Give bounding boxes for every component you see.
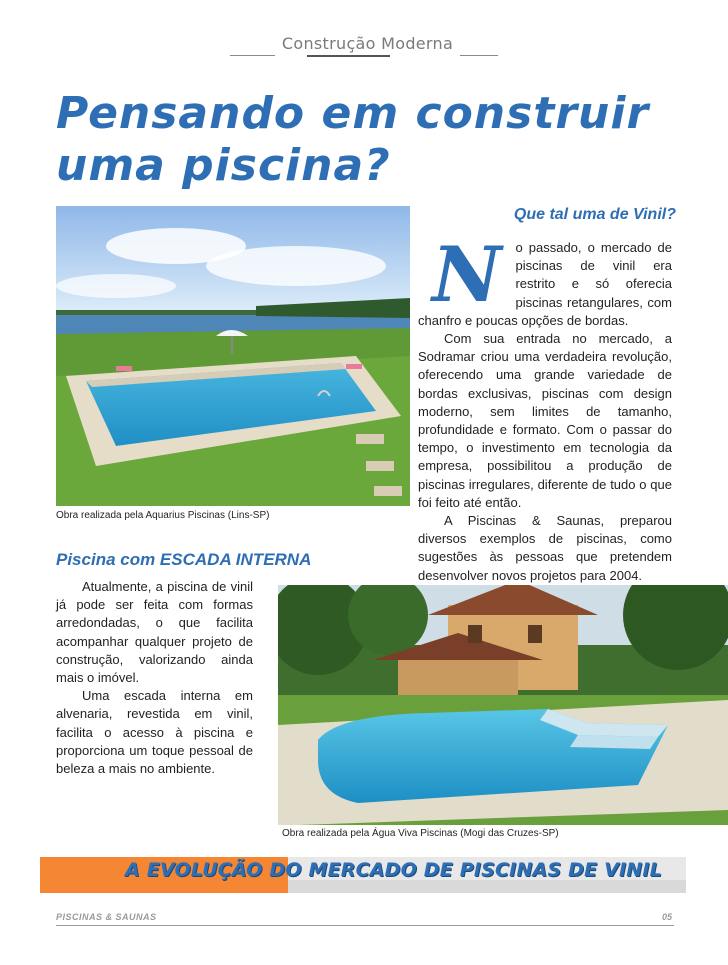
header-underline bbox=[307, 55, 390, 57]
paragraph: A Piscinas & Saunas, preparou diversos exemplos de piscinas, como sugestões às pessoas que pretendem desenvolver novos projetos para 2004. bbox=[418, 513, 672, 583]
paragraph: Uma escada interna em alvenaria, revestida em vinil, facilita o acesso à piscina e proporciona um toque pessoal de beleza a mais no ambiente. bbox=[56, 688, 253, 777]
footer-rule bbox=[56, 925, 674, 926]
headline-line-2: uma piscina? bbox=[56, 140, 391, 191]
article-left-column bbox=[56, 578, 253, 778]
photo-caption-aquarius: Obra realizada pela Aquarius Piscinas (Lins-SP) bbox=[56, 510, 270, 521]
header-rule-right bbox=[460, 55, 498, 56]
pool-photo-aquarius bbox=[56, 206, 410, 506]
subtitle-vinil: Que tal uma de Vinil? bbox=[513, 206, 676, 223]
photo-caption-agua-viva: Obra realizada pela Água Viva Piscinas (Mogi das Cruzes-SP) bbox=[282, 828, 559, 839]
page-number: 05 bbox=[661, 912, 672, 922]
pool-photo-agua-viva bbox=[278, 585, 728, 825]
headline bbox=[56, 88, 696, 192]
drop-cap: N bbox=[432, 230, 502, 319]
paragraph: Com sua entrada no mercado, a Sodramar criou uma verdadeira revolução, oferecendo uma grande variedade de bordas exclusivas, piscinas com design moderno, sem limites de tamanho, profundidade e formato. Com o passar do tempo, o investimento em tecnologia da empresa, possibilitou a produção de piscinas irregulares, diferente de tudo o que foi feito até então. bbox=[418, 331, 672, 510]
article-right-column bbox=[418, 230, 672, 585]
magazine-name: PISCINAS & SAUNAS bbox=[56, 912, 157, 922]
paragraph: o passado, o mercado de piscinas de vinil era restrito e só oferecia piscinas retangulares, com chanfro e poucas opções de bordas. bbox=[418, 240, 672, 328]
paragraph: Atualmente, a piscina de vinil já pode ser feita com formas arredondadas, o que facilita acompanhar qualquer projeto de construção, valorizando ainda mais o imóvel. bbox=[56, 579, 253, 686]
header-rule-left bbox=[230, 55, 275, 56]
section-title: Construção Moderna bbox=[281, 34, 454, 53]
subtitle-escada-interna: Piscina com ESCADA INTERNA bbox=[56, 550, 312, 569]
headline-line-1: Pensando em construir bbox=[56, 88, 650, 139]
banner-title: A EVOLUÇÃO DO MERCADO DE PISCINAS DE VINIL bbox=[125, 859, 662, 881]
